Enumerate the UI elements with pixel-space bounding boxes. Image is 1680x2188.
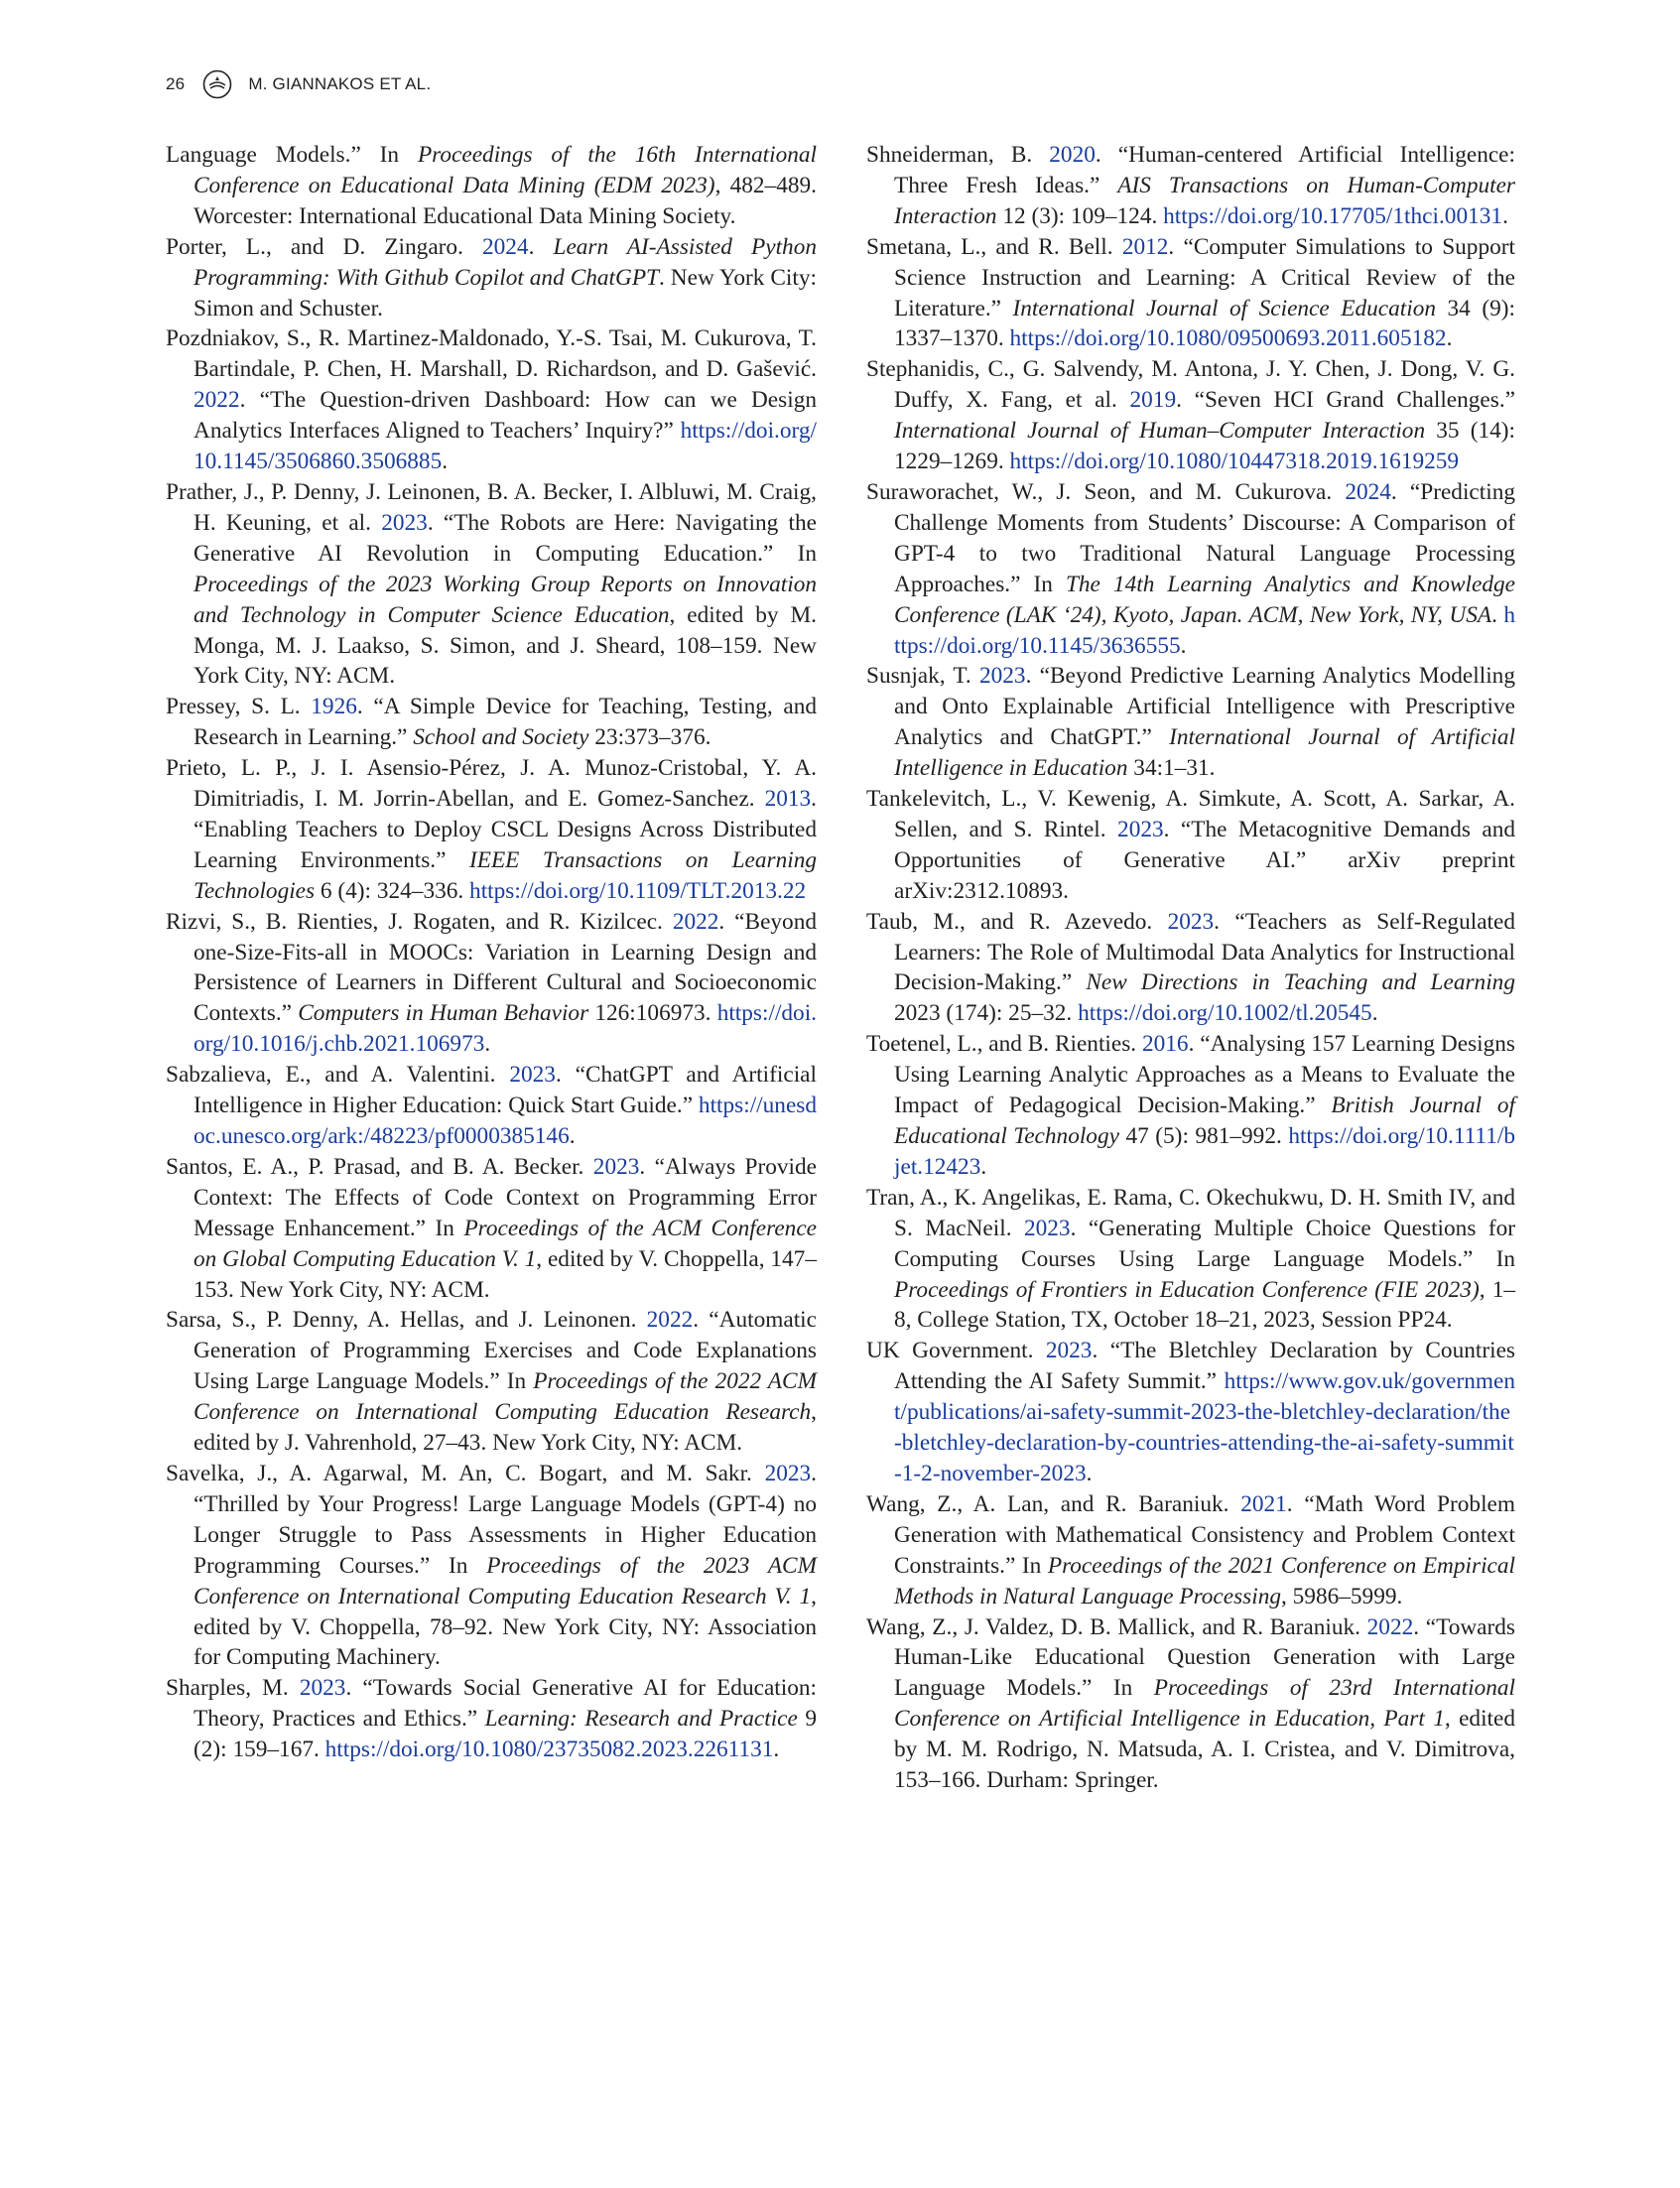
reference-doi-link[interactable]: https://doi.org/10.1145/3506860.3506885: [194, 418, 817, 475]
reference-authors: Tran, A., K. Angelikas, E. Rama, C. Okechukwu, D. H. Smith IV, and S. MacNeil.: [866, 1184, 1515, 1241]
reference-year-link[interactable]: 2019: [1129, 387, 1177, 414]
reference-authors: Pozdniakov, S., R. Martinez-Maldonado, Y.-S. Tsai, M. Cukurova, T. Bartindale, P. Chen, H. Marshall, D. Richardson, and D. Gašević.: [166, 325, 817, 383]
reference-venue: New Directions in Teaching and Learning: [1086, 969, 1515, 996]
reference-title: . “Beyond one-Size-Fits-all in MOOCs: Variation in Learning Design and Persistence of Learners in Different Cultural and Socioeconomic Contexts.”: [194, 908, 817, 1027]
reference-year-link[interactable]: 1926: [311, 694, 357, 720]
reference-details: 34 (9): 1337–1370.: [894, 295, 1515, 352]
reference-title: . “Enabling Teachers to Deploy CSCL Designs Across Distributed Learning Environments.”: [194, 786, 817, 873]
reference-title: . “ChatGPT and Artificial Intelligence in Higher Education: Quick Start Guide.”: [194, 1062, 817, 1119]
reference-doi-link[interactable]: https://doi.org/10.1111/bjet.12423: [894, 1123, 1515, 1180]
reference-doi-link[interactable]: https://doi.org/10.1002/tl.20545: [1078, 1000, 1372, 1027]
reference-venue: Learning: Research and Practice: [484, 1706, 798, 1733]
reference-entry: [166, 232, 817, 324]
reference-venue: Proceedings of the ACM Conference on Global Computing Education V. 1: [194, 1215, 817, 1272]
references-right-column: [866, 140, 1515, 1796]
publisher-logo-icon: [202, 69, 232, 99]
reference-venue: International Journal of Artificial Intelligence in Education: [894, 724, 1515, 782]
reference-title: . “The Metacognitive Demands and Opportunities of Generative AI.” arXiv preprint arXiv:2312.10893.: [894, 816, 1515, 904]
reference-entry: [166, 753, 817, 907]
reference-title: . “Towards Human-Like Educational Question Generation with Large Language Models.” In: [894, 1613, 1515, 1702]
reference-year-link[interactable]: 2013: [764, 786, 812, 813]
reference-title: . “Math Word Problem Generation with Mathematical Consistency and Problem Context Constraints.” In: [894, 1490, 1516, 1579]
reference-title: . “The Robots are Here: Navigating the Generative AI Revolution in Computing Education.” In: [194, 509, 817, 567]
reference-entry: [866, 784, 1515, 907]
reference-authors: Tankelevitch, L., V. Kewenig, A. Simkute, A. Scott, A. Sarkar, A. Sellen, and S. Rintel.: [866, 786, 1515, 842]
reference-entry: [166, 1459, 817, 1673]
reference-year-link[interactable]: 2023: [299, 1675, 346, 1702]
reference-year-link[interactable]: 2024: [1345, 478, 1391, 505]
reference-end-punct: .: [442, 449, 449, 475]
reference-entry: [866, 661, 1515, 784]
reference-details: .: [1491, 601, 1504, 628]
reference-venue: Proceedings of the 16th International Conference on Educational Data Mining (EDM 2023): [194, 142, 817, 198]
reference-year-link[interactable]: 2022: [646, 1307, 694, 1334]
reference-year-link[interactable]: 2024: [481, 233, 529, 260]
reference-year-link[interactable]: 2022: [1366, 1613, 1414, 1640]
reference-authors: Sarsa, S., P. Denny, A. Hellas, and J. Leinonen.: [166, 1307, 647, 1334]
reference-details: , 1–8, College Station, TX, October 18–21, 2023, Session PP24.: [894, 1276, 1515, 1334]
reference-authors: Sabzalieva, E., and A. Valentini.: [166, 1062, 510, 1089]
reference-venue: Proceedings of the 2023 ACM Conference on International Computing Education Research V. 1: [194, 1552, 817, 1609]
reference-authors: Pressey, S. L.: [166, 694, 312, 720]
reference-entry: [866, 1612, 1515, 1796]
reference-entry: [166, 140, 817, 232]
reference-doi-link[interactable]: https://www.gov.uk/government/publications/ai-safety-summit-2023-the-bletchley-declaration/the-bletchley-declaration-by-countries-attending-the-ai-safety-summit-1-2-november-2023: [894, 1368, 1515, 1486]
reference-entry: [166, 477, 817, 692]
reference-end-punct: .: [1180, 632, 1187, 659]
reference-authors: Sharples, M.: [166, 1675, 300, 1702]
reference-entry: [166, 1673, 817, 1765]
reference-year-link[interactable]: 2023: [978, 663, 1026, 690]
reference-title: . “Predicting Challenge Moments from Students’ Discourse: A Comparison of GPT-4 to two Traditional Natural Language Processing Approaches.” In: [894, 478, 1516, 597]
reference-authors: Prieto, L. P., J. I. Asensio-Pérez, J. A. Munoz-Cristobal, Y. A. Dimitriadis, I. M. Jorrin-Abellan, and E. Gomez-Sanchez.: [166, 755, 817, 813]
reference-year-link[interactable]: 2022: [672, 908, 719, 935]
reference-title: .: [528, 233, 554, 260]
reference-end-punct: .: [569, 1123, 576, 1149]
reference-details: , 482–489. Worcester: International Educational Data Mining Society.: [194, 172, 818, 229]
reference-entry: [866, 477, 1515, 661]
reference-entry: [866, 1489, 1515, 1612]
reference-year-link[interactable]: 2021: [1240, 1490, 1287, 1517]
reference-end-punct: .: [1502, 202, 1508, 229]
reference-end-punct: .: [1446, 325, 1453, 352]
reference-details: 6 (4): 324–336.: [315, 877, 470, 904]
reference-end-punct: .: [1371, 1000, 1378, 1027]
reference-year-link[interactable]: 2023: [1045, 1338, 1093, 1364]
reference-details: 35 (14): 1229–1269.: [894, 418, 1515, 475]
reference-entry: [166, 1305, 817, 1459]
reference-authors: Taub, M., and R. Azevedo.: [866, 908, 1168, 935]
reference-venue: Proceedings of the 2021 Conference on Empirical Methods in Natural Language Processing: [894, 1552, 1515, 1609]
reference-doi-link[interactable]: https://doi.org/10.1109/TLT.2013.22: [469, 877, 807, 904]
reference-venue: The 14th Learning Analytics and Knowledge Conference (LAK ‘24), Kyoto, Japan. ACM, New York, NY, USA: [894, 571, 1515, 628]
reference-details: 47 (5): 981–992.: [1118, 1123, 1289, 1149]
reference-details: 23:373–376.: [588, 724, 711, 751]
reference-entry: [866, 907, 1515, 1030]
reference-venue: IEEE Transactions on Learning Technologies: [194, 846, 818, 904]
reference-doi-link[interactable]: https://doi.org/10.1016/j.chb.2021.106973: [194, 1000, 818, 1058]
reference-doi-link[interactable]: https://doi.org/10.1080/10447318.2019.1619259: [1009, 449, 1460, 475]
reference-authors: Santos, E. A., P. Prasad, and B. A. Becker.: [166, 1153, 593, 1180]
reference-title: . “The Question-driven Dashboard: How can we Design Analytics Interfaces Aligned to Teachers’ Inquiry?”: [194, 387, 817, 445]
reference-authors: Susnjak, T.: [866, 663, 979, 690]
reference-details: 12 (3): 109–124.: [996, 202, 1164, 229]
reference-authors: Wang, Z., A. Lan, and R. Baraniuk.: [866, 1490, 1241, 1517]
reference-venue: International Journal of Science Education: [1012, 295, 1437, 322]
reference-year-link[interactable]: 2023: [509, 1062, 556, 1089]
reference-entry: [866, 140, 1515, 232]
reference-details: . New York City: Simon and Schuster.: [194, 264, 817, 322]
reference-title: Language Models.” In: [166, 142, 418, 168]
reference-details: 2023 (174): 25–32.: [894, 1000, 1079, 1027]
reference-authors: Stephanidis, C., G. Salvendy, M. Antona, J. Y. Chen, J. Dong, V. G. Duffy, X. Fang, et al.: [866, 356, 1515, 414]
reference-entry: [166, 1060, 817, 1152]
reference-authors: Savelka, J., A. Agarwal, M. An, C. Bogart, and M. Sakr.: [166, 1460, 765, 1486]
reference-venue: Proceedings of the 2022 ACM Conference on International Computing Education Research: [194, 1368, 817, 1426]
reference-year-link[interactable]: 2020: [1049, 142, 1096, 168]
reference-entry: [866, 1183, 1515, 1337]
reference-doi-link[interactable]: https://doi.org/10.1145/3636555: [894, 601, 1515, 659]
reference-doi-link[interactable]: https://doi.org/10.1080/23735082.2023.2261131: [324, 1737, 774, 1763]
reference-venue: Proceedings of 23rd International Conference on Artificial Intelligence in Education, Part 1: [894, 1675, 1515, 1733]
reference-venue: AIS Transactions on Human-Computer Interaction: [894, 172, 1515, 229]
references-left-column: [166, 140, 817, 1765]
reference-doi-link[interactable]: https://doi.org/10.17705/1thci.00131: [1163, 202, 1503, 229]
reference-entry: [866, 1336, 1515, 1489]
reference-details: , edited by M. Monga, M. J. Laakso, S. Simon, and J. Sheard, 108–159. New York City, NY: ACM.: [194, 601, 817, 690]
reference-end-punct: .: [773, 1737, 780, 1763]
reference-authors: Porter, L., and D. Zingaro.: [166, 233, 482, 260]
reference-end-punct: .: [1086, 1460, 1093, 1486]
reference-year-link[interactable]: 2023: [1023, 1215, 1071, 1241]
reference-year-link[interactable]: 2023: [764, 1460, 812, 1486]
reference-authors: Suraworachet, W., J. Seon, and M. Cukurova.: [866, 478, 1346, 505]
reference-details: , edited by M. M. Rodrigo, N. Matsuda, A. I. Cristea, and V. Dimitrova, 153–166. Durham: Springer.: [894, 1706, 1515, 1794]
reference-venue: Computers in Human Behavior: [298, 1000, 589, 1027]
reference-doi-link[interactable]: https://doi.org/10.1080/09500693.2011.605182: [1009, 325, 1447, 352]
reference-entry: [166, 323, 817, 477]
reference-venue: Proceedings of the 2023 Working Group Reports on Innovation and Technology in Computer Science Education: [194, 571, 817, 628]
reference-title: . “Human-centered Artificial Intelligence: Three Fresh Ideas.”: [894, 142, 1515, 198]
reference-authors: Wang, Z., J. Valdez, D. B. Mallick, and R. Baraniuk.: [866, 1613, 1367, 1640]
reference-venue: Learn AI-Assisted Python Programming: With Github Copilot and ChatGPT: [194, 233, 817, 291]
reference-title: . “Seven HCI Grand Challenges.”: [1176, 387, 1515, 414]
reference-details: , edited by J. Vahrenhold, 27–43. New York City, NY: ACM.: [194, 1399, 817, 1457]
reference-end-punct: .: [980, 1153, 987, 1180]
reference-authors: Smetana, L., and R. Bell.: [866, 233, 1122, 260]
reference-end-punct: .: [484, 1031, 491, 1058]
reference-details: , edited by V. Choppella, 78–92. New York City, NY: Association for Computing Machinery.: [194, 1583, 817, 1671]
reference-title: . “A Simple Device for Teaching, Testing, and Research in Learning.”: [194, 694, 818, 751]
reference-entry: [166, 907, 817, 1061]
reference-year-link[interactable]: 2023: [381, 509, 428, 536]
reference-year-link[interactable]: 2023: [1167, 908, 1215, 935]
reference-year-link[interactable]: 2012: [1121, 233, 1169, 260]
reference-details: 34:1–31.: [1127, 755, 1216, 782]
reference-title: . “The Bletchley Declaration by Countries Attending the AI Safety Summit.”: [894, 1338, 1515, 1395]
reference-details: , 5986–5999.: [1281, 1583, 1403, 1609]
reference-title: . “Towards Social Generative AI for Education: Theory, Practices and Ethics.”: [194, 1675, 817, 1733]
reference-entry: [166, 692, 817, 753]
reference-authors: Rizvi, S., B. Rienties, J. Rogaten, and R. Kizilcec.: [166, 908, 673, 935]
reference-year-link[interactable]: 2023: [1117, 816, 1164, 842]
reference-entry: [866, 1029, 1515, 1183]
reference-entry: [166, 1152, 817, 1306]
reference-title: . “Thrilled by Your Progress! Large Language Models (GPT-4) no Longer Struggle to Pass Assessments in Higher Education Programming Courses.” In: [194, 1460, 817, 1579]
reference-year-link[interactable]: 2016: [1141, 1031, 1189, 1058]
page-number: 26: [166, 74, 186, 93]
reference-title: . “Automatic Generation of Programming Exercises and Code Explanations Using Large Language Models.” In: [194, 1307, 817, 1395]
reference-authors: Prather, J., P. Denny, J. Leinonen, B. A. Becker, I. Albluwi, M. Craig, H. Keuning, et al.: [166, 478, 817, 536]
reference-title: . “Always Provide Context: The Effects of Code Context on Programming Error Message Enhancement.” In: [194, 1153, 818, 1241]
reference-venue: Proceedings of Frontiers in Education Conference (FIE 2023): [894, 1276, 1480, 1303]
reference-entry: [866, 232, 1515, 355]
reference-venue: British Journal of Educational Technology: [894, 1093, 1516, 1149]
reference-entry: [866, 354, 1515, 477]
reference-authors: UK Government.: [866, 1338, 1046, 1364]
reference-details: 9 (2): 159–167.: [194, 1706, 817, 1763]
reference-title: . “Beyond Predictive Learning Analytics Modelling and Onto Explainable Artificial Intelligence with Prescriptive Analytics and ChatGPT.”: [894, 663, 1515, 751]
reference-title: . “Analysing 157 Learning Designs Using Learning Analytic Approaches as a Means to Evaluate the Impact of Pedagogical Decision-Making.”: [894, 1031, 1515, 1119]
reference-title: . “Computer Simulations to Support Science Instruction and Learning: A Critical Review of the Literature.”: [894, 233, 1515, 322]
reference-venue: School and Society: [413, 724, 589, 751]
running-header: [166, 69, 431, 99]
reference-details: , edited by V. Choppella, 147–153. New York City, NY: ACM.: [194, 1245, 817, 1303]
reference-details: 126:106973.: [588, 1000, 717, 1027]
reference-year-link[interactable]: 2023: [592, 1153, 640, 1180]
running-header-authors: M. GIANNAKOS ET AL.: [248, 74, 432, 93]
reference-doi-link[interactable]: https://unesdoc.unesco.org/ark:/48223/pf0000385146: [194, 1093, 817, 1149]
reference-year-link[interactable]: 2022: [194, 387, 240, 414]
reference-authors: Shneiderman, B.: [866, 142, 1050, 168]
reference-authors: Toetenel, L., and B. Rienties.: [866, 1031, 1142, 1058]
reference-title: . “Teachers as Self-Regulated Learners: The Role of Multimodal Data Analytics for Instructional Decision-Making.”: [894, 908, 1516, 996]
reference-venue: International Journal of Human–Computer Interaction: [894, 418, 1426, 445]
reference-title: . “Generating Multiple Choice Questions for Computing Courses Using Large Language Models.” In: [894, 1215, 1515, 1272]
